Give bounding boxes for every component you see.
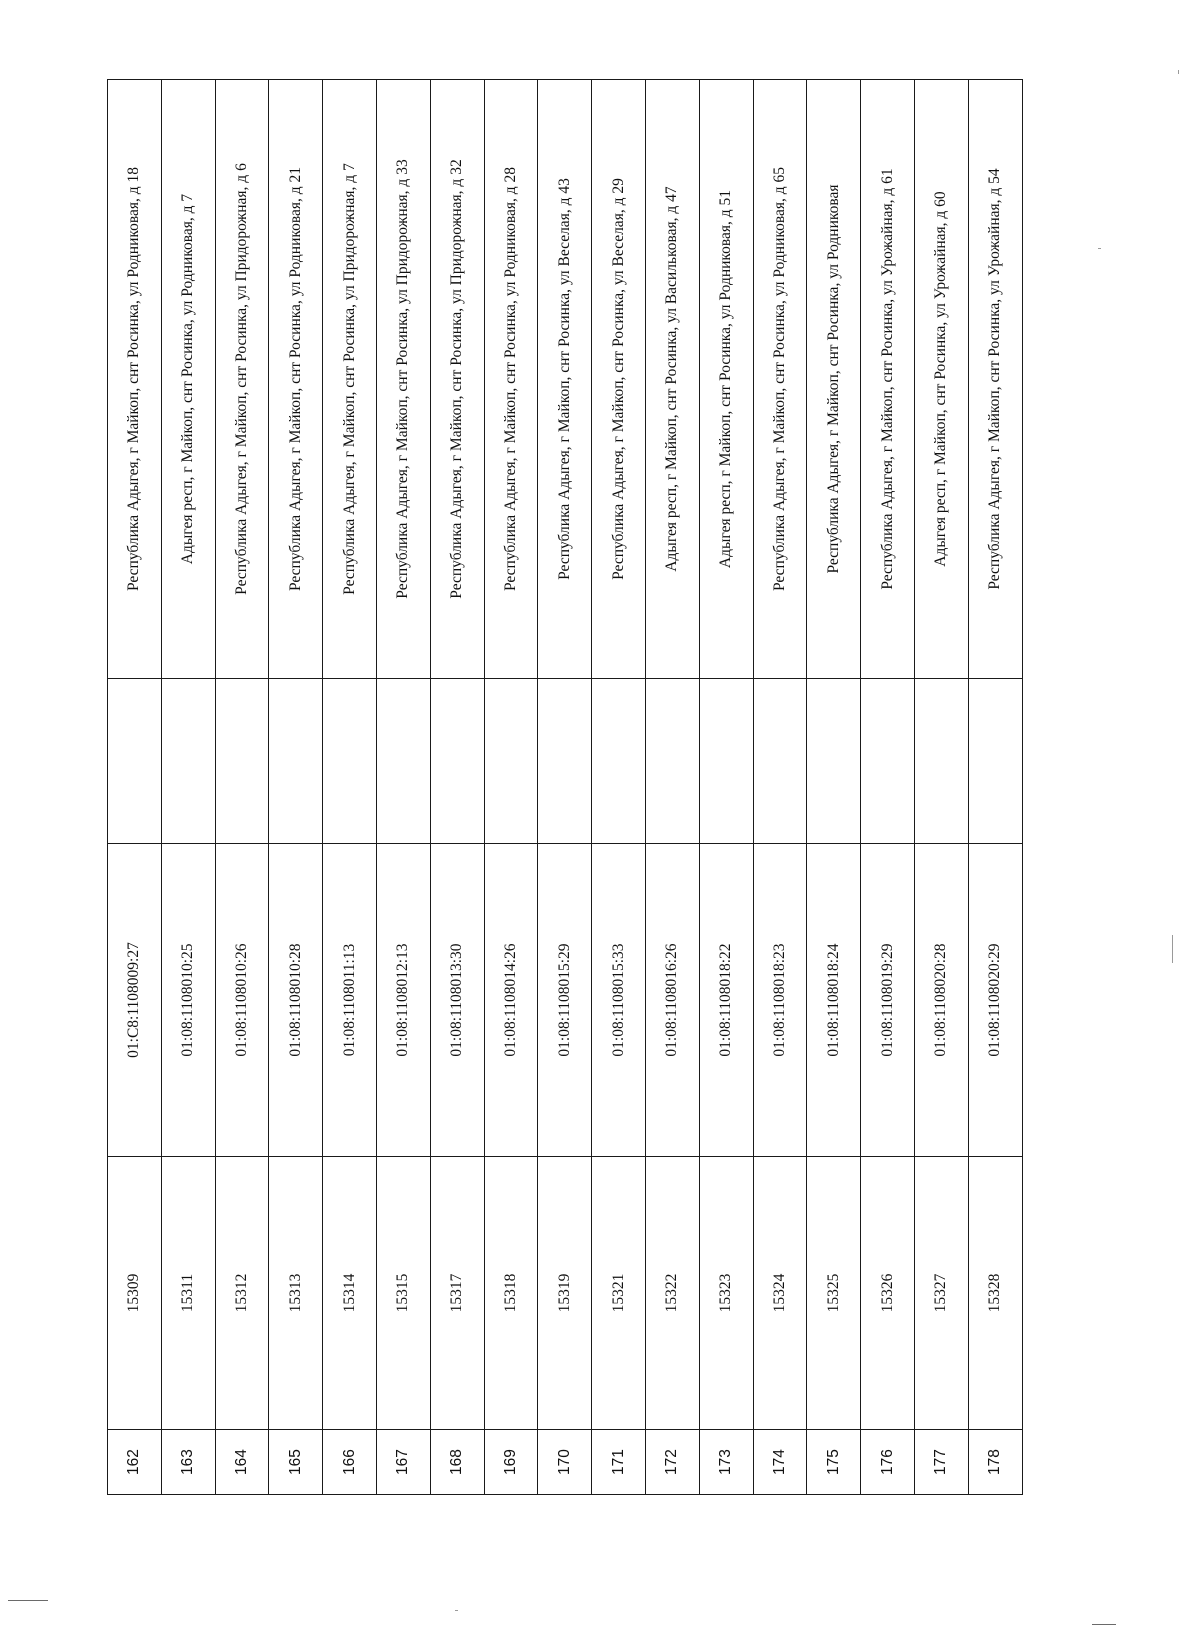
empty-cell (323, 679, 377, 844)
empty-cell (161, 679, 215, 844)
empty-cell (376, 679, 430, 844)
row-number: 164 (215, 1430, 269, 1495)
row-number: 169 (484, 1430, 538, 1495)
table-row (161, 80, 215, 1495)
object-id: 15325 (807, 1157, 861, 1430)
row-number: 175 (807, 1430, 861, 1495)
cadastral-number: 01:08:1108015:33 (592, 844, 646, 1157)
cadastral-number: 01:08:1108010:26 (215, 844, 269, 1157)
cadastral-number: 01:08:1108015:29 (538, 844, 592, 1157)
table-row (592, 80, 646, 1495)
address: Адыгея респ, г Майкоп, снт Росинка, ул Родниковая, д 51 (699, 80, 753, 679)
table-row (215, 80, 269, 1495)
rotated-table-frame (107, 79, 1005, 1495)
object-id: 15312 (215, 1157, 269, 1430)
cadastral-number: 01:08:1108018:23 (753, 844, 807, 1157)
row-number: 176 (861, 1430, 915, 1495)
row-number: 170 (538, 1430, 592, 1495)
empty-cell (484, 679, 538, 844)
table-row (645, 80, 699, 1495)
scan-mark-bottom-left (8, 1600, 48, 1601)
scan-speck (1178, 70, 1179, 74)
row-number: 163 (161, 1430, 215, 1495)
address: Республика Адыгея, г Майкоп, снт Росинка, ул Придорожная, д 6 (215, 80, 269, 679)
row-number: 172 (645, 1430, 699, 1495)
table-row (538, 80, 592, 1495)
cadastral-number: 01:08:1108018:22 (699, 844, 753, 1157)
object-id: 15317 (430, 1157, 484, 1430)
table-row (269, 80, 323, 1495)
table-row (807, 80, 861, 1495)
row-number: 167 (376, 1430, 430, 1495)
object-id: 15319 (538, 1157, 592, 1430)
row-number: 162 (108, 1430, 162, 1495)
empty-cell (807, 679, 861, 844)
table-row (484, 80, 538, 1495)
empty-cell (269, 679, 323, 844)
address: Республика Адыгея, г Майкоп, снт Росинка, ул Придорожная, д 7 (323, 80, 377, 679)
empty-cell (699, 679, 753, 844)
scan-mark-bottom-right (1092, 1624, 1116, 1625)
object-id: 15314 (323, 1157, 377, 1430)
table-row (108, 80, 162, 1495)
scan-speck (1098, 248, 1101, 249)
address: Республика Адыгея, г Майкоп, снт Росинка, ул Родниковая, д 18 (108, 80, 162, 679)
table-row (323, 80, 377, 1495)
row-number: 171 (592, 1430, 646, 1495)
address: Адыгея респ, г Майкоп, снт Росинка, ул Урожайная, д 60 (914, 80, 968, 679)
empty-cell (914, 679, 968, 844)
object-id: 15311 (161, 1157, 215, 1430)
address: Республика Адыгея, г Майкоп, снт Росинка, ул Веселая, д 43 (538, 80, 592, 679)
cadastral-number: 01:08:1108014:26 (484, 844, 538, 1157)
address: Адыгея респ, г Майкоп, снт Росинка, ул Васильковая, д 47 (645, 80, 699, 679)
empty-cell (861, 679, 915, 844)
object-id: 15321 (592, 1157, 646, 1430)
address: Республика Адыгея, г Майкоп, снт Росинка, ул Родниковая, д 65 (753, 80, 807, 679)
table-body (108, 80, 1023, 1495)
address: Республика Адыгея, г Майкоп, снт Росинка, ул Урожайная, д 61 (861, 80, 915, 679)
object-id: 15326 (861, 1157, 915, 1430)
row-number: 166 (323, 1430, 377, 1495)
object-id: 15327 (914, 1157, 968, 1430)
scan-speck (455, 1610, 458, 1611)
cadastral-number: 01:08:1108013:30 (430, 844, 484, 1157)
row-number: 173 (699, 1430, 753, 1495)
table-row (753, 80, 807, 1495)
cadastral-number: 01:08:1108020:28 (914, 844, 968, 1157)
address: Адыгея респ, г Майкоп, снт Росинка, ул Родниковая, д 7 (161, 80, 215, 679)
empty-cell (592, 679, 646, 844)
empty-cell (215, 679, 269, 844)
cadastral-number: 01:C8:1108009:27 (108, 844, 162, 1157)
row-number: 178 (968, 1430, 1022, 1495)
empty-cell (645, 679, 699, 844)
scan-speck (1172, 935, 1173, 963)
row-number: 165 (269, 1430, 323, 1495)
table-row (430, 80, 484, 1495)
cadastral-number: 01:08:1108012:13 (376, 844, 430, 1157)
empty-cell (968, 679, 1022, 844)
cadastral-number: 01:08:1108010:25 (161, 844, 215, 1157)
address: Республика Адыгея, г Майкоп, снт Росинка, ул Родниковая, д 28 (484, 80, 538, 679)
table-row (376, 80, 430, 1495)
table-row (914, 80, 968, 1495)
row-number: 174 (753, 1430, 807, 1495)
object-id: 15318 (484, 1157, 538, 1430)
table-row (968, 80, 1022, 1495)
object-id: 15322 (645, 1157, 699, 1430)
row-number: 168 (430, 1430, 484, 1495)
object-id: 15323 (699, 1157, 753, 1430)
cadastral-number: 01:08:1108010:28 (269, 844, 323, 1157)
empty-cell (538, 679, 592, 844)
object-id: 15309 (108, 1157, 162, 1430)
cadastral-number: 01:08:1108018:24 (807, 844, 861, 1157)
table-row (699, 80, 753, 1495)
cadastral-number: 01:08:1108019:29 (861, 844, 915, 1157)
empty-cell (430, 679, 484, 844)
address: Республика Адыгея, г Майкоп, снт Росинка, ул Урожайная, д 54 (968, 80, 1022, 679)
cadastral-number: 01:08:1108016:26 (645, 844, 699, 1157)
cadastral-number: 01:08:1108011:13 (323, 844, 377, 1157)
land-plot-register-table (107, 79, 1023, 1495)
cadastral-number: 01:08:1108020:29 (968, 844, 1022, 1157)
object-id: 15315 (376, 1157, 430, 1430)
address: Республика Адыгея, г Майкоп, снт Росинка, ул Веселая, д 29 (592, 80, 646, 679)
object-id: 15313 (269, 1157, 323, 1430)
table-sheet (107, 79, 1005, 1495)
address: Республика Адыгея, г Майкоп, снт Росинка, ул Придорожная, д 33 (376, 80, 430, 679)
address: Республика Адыгея, г Майкоп, снт Росинка, ул Родниковая, д 21 (269, 80, 323, 679)
empty-cell (753, 679, 807, 844)
empty-cell (108, 679, 162, 844)
row-number: 177 (914, 1430, 968, 1495)
object-id: 15324 (753, 1157, 807, 1430)
object-id: 15328 (968, 1157, 1022, 1430)
address: Республика Адыгея, г Майкоп, снт Росинка, ул Придорожная, д 32 (430, 80, 484, 679)
table-row (861, 80, 915, 1495)
address: Республика Адыгея, г Майкоп, снт Росинка, ул Родниковая (807, 80, 861, 679)
